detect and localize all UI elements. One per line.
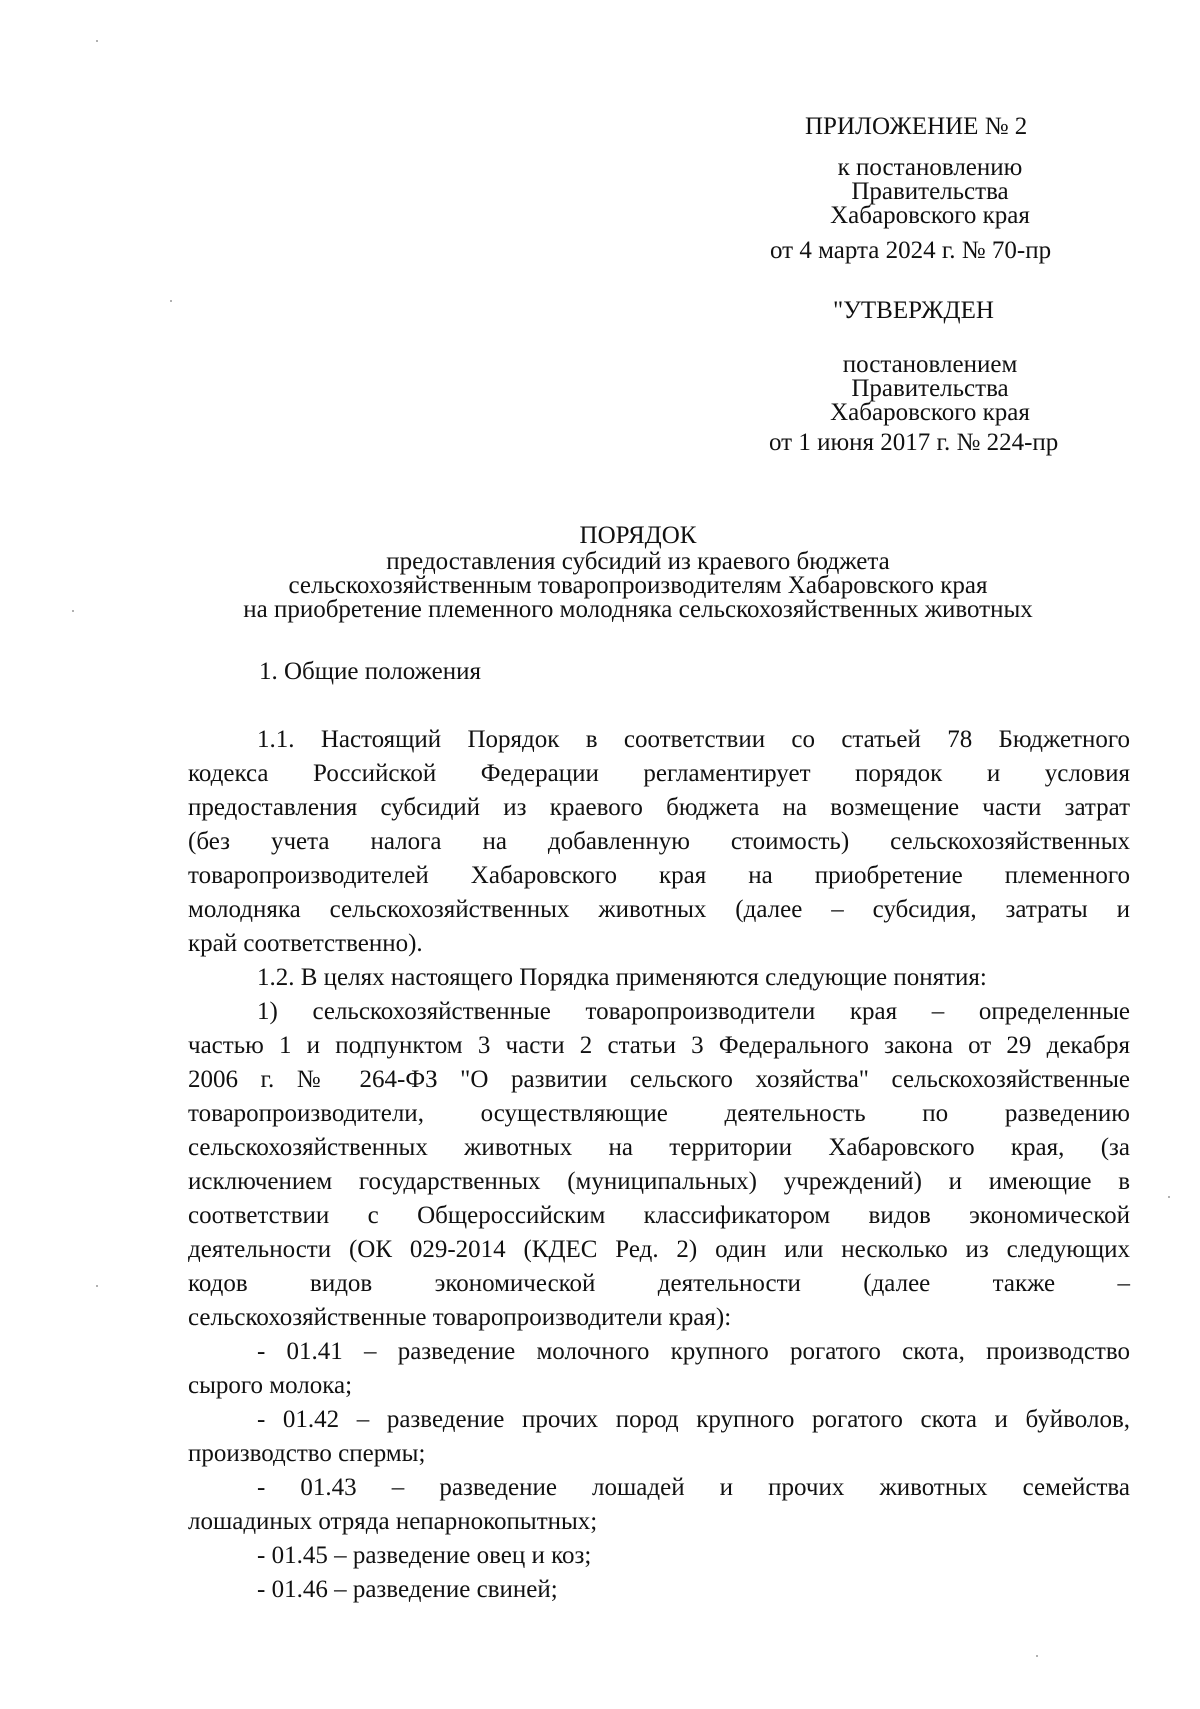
- scan-speck: [72, 610, 74, 612]
- body-line: кодов видов экономической деятельности (далее также –: [188, 1270, 1130, 1297]
- body-line: 1) сельскохозяйственные товаропроизводители края – определенные: [257, 998, 1130, 1025]
- body-line: 1.1. Настоящий Порядок в соответствии со статьей 78 Бюджетного: [257, 726, 1130, 753]
- body-line: - 01.42 – разведение прочих пород крупного рогатого скота и буйволов,: [257, 1406, 1130, 1433]
- appendix-region: Хабаровского края: [830, 202, 1030, 229]
- body-line: - 01.45 – разведение овец и коз;: [257, 1542, 592, 1569]
- body-line: соответствии с Общероссийским классификатором видов экономической: [188, 1202, 1130, 1229]
- scan-speck: [1168, 1196, 1170, 1198]
- body-line: товаропроизводители, осуществляющие деятельность по разведению: [188, 1100, 1130, 1127]
- scan-speck: [96, 40, 98, 42]
- body-line: - 01.46 – разведение свиней;: [257, 1576, 558, 1603]
- body-line: кодекса Российской Федерации регламентирует порядок и условия: [188, 760, 1130, 787]
- body-line: частью 1 и подпунктом 3 части 2 статьи 3 Федерального закона от 29 декабря: [188, 1032, 1130, 1059]
- body-line: сырого молока;: [188, 1372, 353, 1399]
- body-line: сельскохозяйственные товаропроизводители края):: [188, 1304, 732, 1331]
- body-line: лошадиных отряда непарнокопытных;: [188, 1508, 598, 1535]
- body-line: молодняка сельскохозяйственных животных (далее – субсидия, затраты и: [188, 896, 1130, 923]
- title-line-2: сельскохозяйственным товаропроизводителям Хабаровского края: [288, 572, 988, 599]
- body-line: сельскохозяйственных животных на территории Хабаровского края, (за: [188, 1134, 1130, 1161]
- body-line: товаропроизводителей Хабаровского края на приобретение племенного: [188, 862, 1130, 889]
- body-line: (без учета налога на добавленную стоимость) сельскохозяйственных: [188, 828, 1130, 855]
- body-line: 2006 г. № 264-ФЗ "О развитии сельского хозяйства" сельскохозяйственные: [188, 1066, 1130, 1093]
- body-line: предоставления субсидий из краевого бюджета на возмещение части затрат: [188, 794, 1130, 821]
- body-line: деятельности (ОК 029-2014 (КДЕС Ред. 2) один или несколько из следующих: [188, 1236, 1130, 1263]
- body-line: край соответственно).: [188, 930, 423, 957]
- section-heading: 1. Общие положения: [259, 658, 481, 685]
- approval-by-resolution: постановлением: [842, 351, 1018, 378]
- appendix-to-resolution: к постановлению: [837, 154, 1023, 181]
- scan-speck: [1036, 1655, 1038, 1657]
- title-main: ПОРЯДОК: [579, 522, 697, 549]
- approval-date-number: от 1 июня 2017 г. № 224-пр: [769, 429, 1059, 456]
- scan-speck: [96, 1285, 98, 1287]
- appendix-title: ПРИЛОЖЕНИЕ № 2: [805, 113, 1028, 140]
- body-line: - 01.41 – разведение молочного крупного рогатого скота, производство: [257, 1338, 1130, 1365]
- appendix-date-number: от 4 марта 2024 г. № 70-пр: [770, 237, 1052, 264]
- body-line: исключением государственных (муниципальных) учреждений) и имеющие в: [188, 1168, 1130, 1195]
- scan-speck: [170, 300, 172, 302]
- title-line-1: предоставления субсидий из краевого бюджета: [386, 548, 890, 575]
- approval-government: Правительства: [851, 375, 1009, 402]
- body-line: 1.2. В целях настоящего Порядка применяются следующие понятия:: [257, 964, 987, 991]
- approval-region: Хабаровского края: [830, 399, 1030, 426]
- body-line: - 01.43 – разведение лошадей и прочих животных семейства: [257, 1474, 1130, 1501]
- approved-label: "УТВЕРЖДЕН: [833, 297, 994, 324]
- title-line-3: на приобретение племенного молодняка сельскохозяйственных животных: [243, 596, 1033, 623]
- body-line: производство спермы;: [188, 1440, 426, 1467]
- appendix-government: Правительства: [851, 178, 1009, 205]
